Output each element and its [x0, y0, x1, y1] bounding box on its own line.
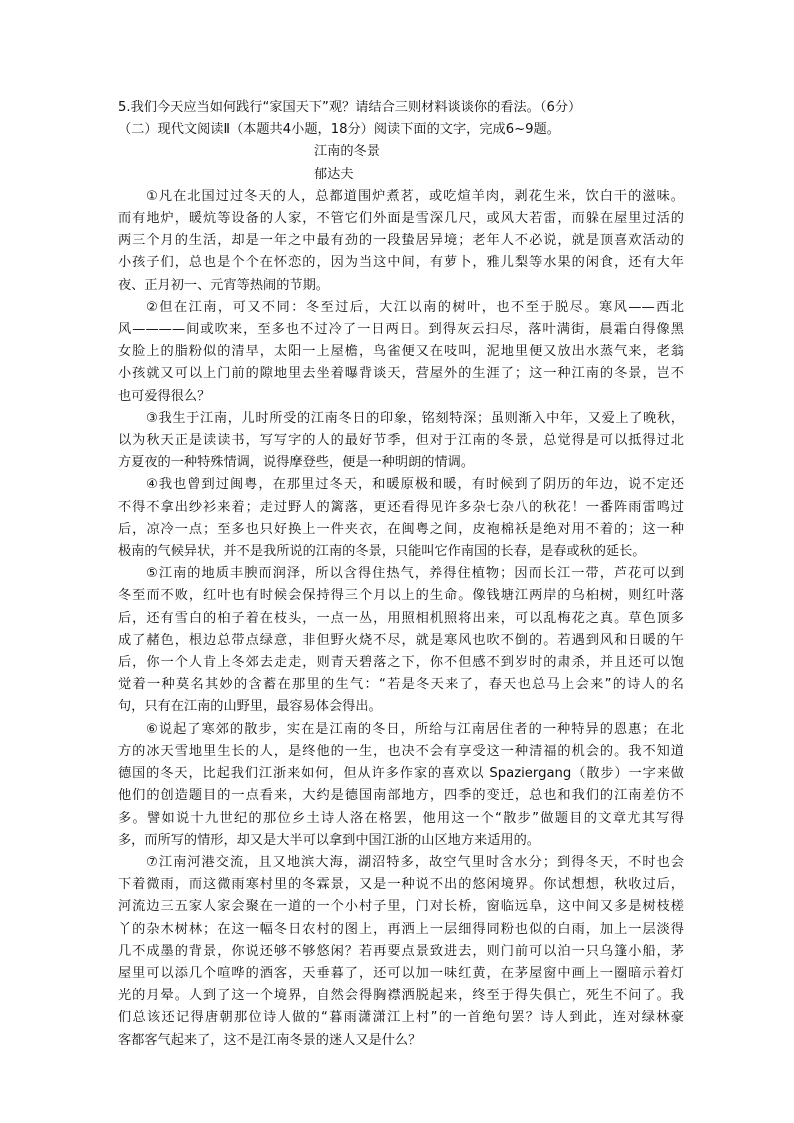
- paragraph-line: 多。譬如说十九世纪的那位乡土诗人洛在格罢，他用这一个“散步”做题目的文章尤其写得: [118, 810, 684, 826]
- paragraph-line: 而有地炉，暖炕等设备的人家，不管它们外面是雪深几尺，或风大若雷，而躲在屋里过活的: [118, 211, 684, 227]
- paragraph-line: ②但在江南，可又不同：冬至过后，大江以南的树叶，也不至于脱尽。寒风——西北: [146, 299, 684, 315]
- paragraph-line: 光的月晕。人到了这一个境界，自然会得胸襟洒脱起来，终至于得失俱亡，死生不问了。我: [118, 988, 684, 1004]
- paragraph-line: 冬至而不败，红叶也有时候会保持得三个月以上的生命。像钱塘江两岸的乌桕树，则红叶落: [118, 588, 684, 604]
- paragraph-line: 方夏夜的一种特殊情调，说得摩登些，便是一种明朗的情调。: [118, 455, 475, 471]
- paragraph-line: 小孩子们，总也是个个在怀恋的，因为当这中间，有萝卜，雅儿梨等水果的闲食，还有大年: [118, 255, 684, 271]
- paragraph-line: 句，只有在江南的山野里，最容易体会得出。: [118, 699, 382, 715]
- paragraph-line: 河流边三五家人家会聚在一道的一个小村子里，门对长桥，窗临远阜，这中间又多是树枝槎: [118, 899, 684, 915]
- paragraph-line: 不得不拿出纱衫来着；走过野人的篱落，更还看得见许多杂七杂八的秋花！一番阵雨雷鸣过: [118, 499, 684, 515]
- paragraph-line: 客都客气起来了，这不是江南冬景的迷人又是什么？: [118, 1032, 422, 1048]
- paragraph-line: ④我也曾到过闽粤，在那里过冬天，和暖原极和暖，有时候到了阴历的年边，说不定还: [146, 477, 684, 493]
- article-author: 郁达夫: [314, 166, 354, 182]
- paragraph-line: ⑥说起了寒郊的散步，实在是江南的冬日，所给与江南居住者的一种特异的恩惠；在北: [146, 721, 684, 737]
- paragraph-line: 屋里可以添几个喧哗的酒客，天垂暮了，还可以加一味红黄，在茅屋窗中画上一圈暗示着灯: [118, 965, 684, 981]
- document-page: [118, 97, 684, 1052]
- paragraph-4: [118, 474, 684, 563]
- paragraph-line: 极南的气候异状，并不是我所说的江南的冬景，只能叫它作南国的长春，是春或秋的延长。: [118, 544, 646, 560]
- paragraph-line: 小孩就又可以上门前的隙地里去坐着曝背谈天，营屋外的生涯了；这一种江南的冬景，岂不: [118, 366, 684, 382]
- paragraph-line: 多，而所写的情形，却又是大半可以拿到中国江浙的山区地方来适用的。: [118, 832, 540, 848]
- paragraph-line: 后，还有雪白的桕子着在枝头，一点一丛，用照相机照将出来，可以乱梅花之真。草色顶多: [118, 610, 684, 626]
- paragraph-line: ⑤江南的地质丰腴而润泽，所以含得住热气，养得住植物；因而长江一带，芦花可以到: [146, 566, 684, 582]
- paragraph-3: [118, 408, 684, 475]
- paragraph-line: 以为秋天正是读读书，写写字的人的最好节季，但对于江南的冬景，总觉得是可以抵得过北: [118, 433, 684, 449]
- paragraph-line: 几不成墨的背景，你说还够不够悠闲？若再要点景致进去，则门前可以泊一只乌篷小船，茅: [118, 943, 684, 959]
- paragraph-line: ⑦江南河港交流，且又地滨大海，湖沼特多，故空气里时含水分；到得冬天，不时也会: [146, 854, 684, 870]
- paragraph-line: 也可爱得很么？: [118, 388, 211, 404]
- paragraph-2: [118, 297, 684, 408]
- paragraph-line: 后，凉冷一点；至多也只好换上一件夹衣，在闽粤之间，皮袍棉袄是绝对用不着的；这一种: [118, 521, 684, 537]
- paragraph-5: [118, 563, 684, 718]
- paragraph-line: ①凡在北国过过冬天的人，总都道围炉煮茗，或吃煊羊肉，剥花生米，饮白干的滋味。: [146, 188, 684, 204]
- paragraph-line: 丫的杂木树林；在这一幅冬日农村的图上，再洒上一层细得同粉也似的白雨，加上一层淡得: [118, 921, 684, 937]
- paragraph-line: 们总该还记得唐朝那位诗人做的“暮雨潇潇江上村”的一首绝句罢？诗人到此，连对绿林豪: [118, 1010, 684, 1026]
- paragraph-7: [118, 852, 684, 1052]
- paragraph-line: 德国的冬天，比起我们江浙来如何，但从许多作家的喜欢以 Spaziergang（散步）一字来做: [118, 766, 684, 782]
- paragraph-line: 后，你一个人肯上冬郊去走走，则青天碧落之下，你不但感不到岁时的肃杀，并且还可以饱: [118, 655, 684, 671]
- paragraph-line: 他们的创造题目的一点看来，大约是德国南部地方，四季的变迁，总也和我们的江南差仿不: [118, 788, 684, 804]
- paragraph-6: [118, 719, 684, 852]
- section-heading: （二）现代文阅读Ⅱ（本题共4小题，18分）阅读下面的文字，完成6~9题。: [118, 122, 560, 138]
- question-5: 5.我们今天应当如何践行“家国天下”观？请结合三则材料谈谈你的看法。（6分）: [118, 100, 582, 115]
- paragraph-line: ③我生于江南，儿时所受的江南冬日的印象，铭刻特深；虽则渐入中年，又爱上了晚秋，: [146, 410, 684, 426]
- article-title: 江南的冬景: [314, 144, 380, 160]
- paragraph-line: 两三个月的生活，却是一年之中最有劲的一段蛰居异境；老年人不必说，就是顶喜欢活动的: [118, 233, 684, 249]
- paragraph-line: 夜、正月初一、元宵等热闹的节期。: [118, 277, 329, 293]
- paragraph-line: 风————间或吹来，至多也不过冷了一日两日。到得灰云扫尽，落叶满街，晨霜白得像黑: [118, 322, 684, 338]
- paragraph-line: 方的冰天雪地里生长的人，是终他的一生，也决不会有享受这一种清福的机会的。我不知道: [118, 743, 684, 759]
- paragraph-line: 觉着一种莫名其妙的含蓄在那里的生气：“若是冬天来了，春天也总马上会来”的诗人的名: [118, 677, 684, 693]
- paragraph-line: 女脸上的脂粉似的清早，太阳一上屋檐，鸟雀便又在吱叫，泥地里便又放出水蒸气来，老翁: [118, 344, 684, 360]
- paragraph-line: 下着微雨，而这微雨寒村里的冬霖景，又是一种说不出的悠闲境界。你试想想，秋收过后，: [118, 877, 684, 893]
- paragraph-1: [118, 186, 684, 297]
- paragraph-line: 成了赭色，根边总带点绿意，非但野火烧不尽，就是寒风也吹不倒的。若遇到风和日暖的午: [118, 632, 684, 648]
